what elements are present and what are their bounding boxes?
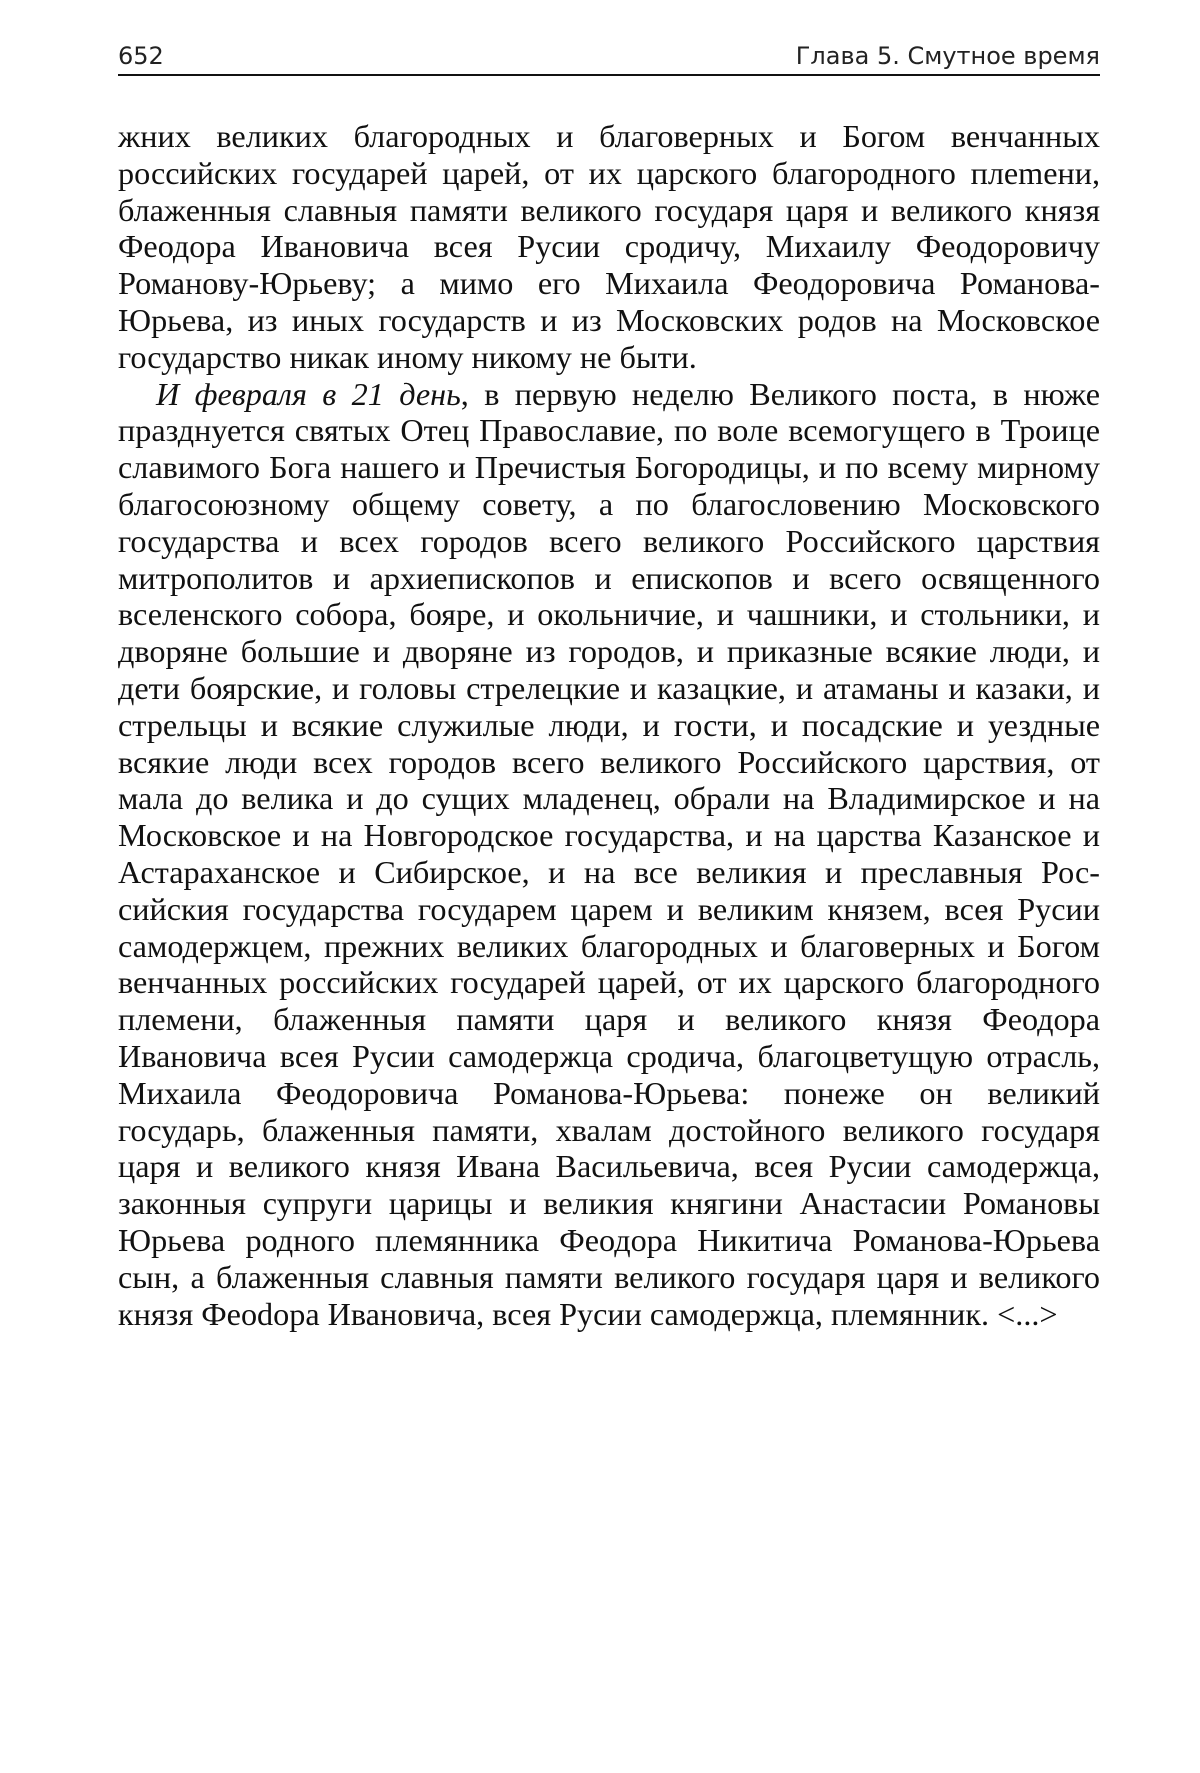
paragraph-2 [118, 376, 1100, 1333]
page-number: 652 [118, 42, 164, 70]
paragraph-1: жних великих благородных и благоверных и Богом венчанных российских государей царей, от их царского благородного плеmени, блаженныя славныя памяти великого государя царя и великого князя Феодора Ивановича всея Русии сродичу, Михаилу Феодоровичу Романову-Юрьеву; а мимо его Михаила Феодоровича Романова-Юрьева, из иных государств и из Московских родов на Московское государство никак иному никому не быти. [118, 118, 1100, 375]
body-text [118, 118, 1100, 1332]
paragraph-2-date-lead: И февраля в 21 день [156, 375, 461, 412]
header-rule [118, 74, 1100, 76]
chapter-title: Глава 5. Смутное время [795, 42, 1100, 70]
book-page [118, 40, 1100, 1332]
running-header [118, 40, 1100, 74]
paragraph-2-text: , в первую неделю Великого поста, в нюже празднуется святых Отец Православие, по воле всемогущего в Троице славимого Бога нашего и Пречистыя Богородицы, и по всему мирному благосоюзному общему совету, а по благословению Московского государства и всех городов всего великого Российского царствия митрополитов и архиепископов и епископов и всего освященного вселенского собора, бояре, и окольничие, и чашники, и стольники, и дворяне большие и дворяне из городов, и приказные всякие люди, и дети боярские, и головы стрелецкие и казацкие, и атаманы и казаки, и стрельцы и всякие служилые люди, и гости, и посадские и уездные всякие люди всех городов всего великого Российского царствия, от мала до велика и до сущих младенец, обрали на Владимирское и на Московское и на Новгородское государства, и на царства Казанское и Астараханское и Сибирское, и на все великия и преславныя Российския государства государем царем и великим князем, всея Русии самодержцем, прежних великих благородных и благоверных и Богом венчанных российских государей царей, от их царского благородного племени, блаженныя памяти царя и великого князя Феодора Ивановича всея Русии самодержца сродича, благоцветущую отрасль, Михаила Феодоровича Романова-Юрьева: понеже он великий государь, блаженныя памяти, хвалам достойного великого государя царя и великого князя Ивана Васильевича, всея Русии самодержца, законныя супруги царицы и великия княгини Анастасии Романовы Юрьева родного племянника Феодора Никитича Романова-Юрьева сын, а блаженныя славныя памяти великого государя царя и великого князя Феоdора Ивановича, всея Русии самодержца, племянник. <...> [118, 375, 1100, 1332]
